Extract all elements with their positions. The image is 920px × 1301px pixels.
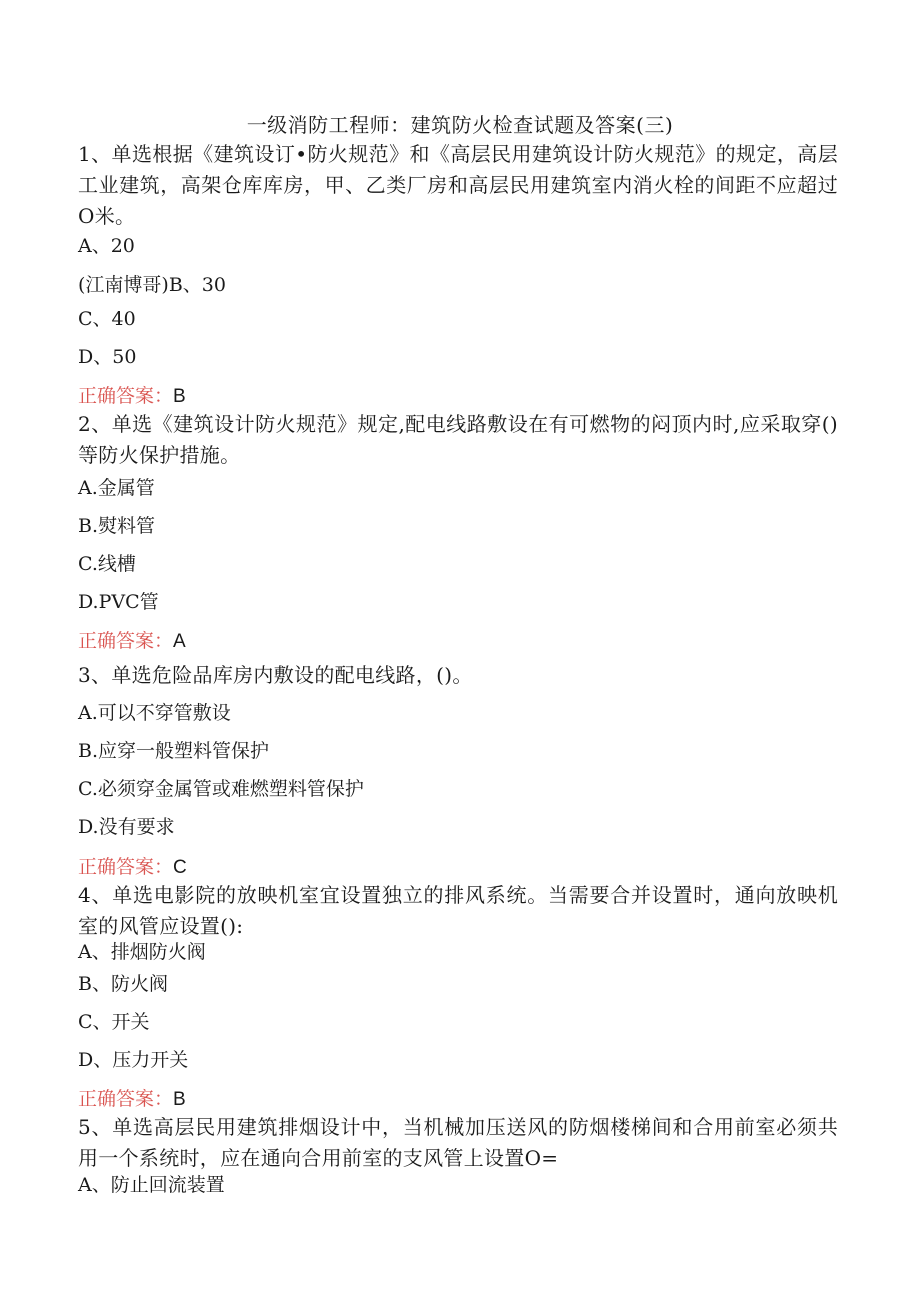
question-1-option-c: C、40 (78, 308, 136, 330)
question-1-answer (78, 382, 186, 411)
question-4-option-a: A、排烟防火阀 (78, 941, 206, 963)
answer-value: C (173, 857, 187, 878)
question-4-option-c: C、开关 (78, 1011, 150, 1033)
question-1-option-d: D、50 (78, 346, 137, 368)
question-5-text: 5、单选高层民用建筑排烟设计中，当机械加压送风的防烟楼梯间和合用前室必须共用一个系统时，应在通向合用前室的支风管上设置O= (78, 1115, 838, 1170)
question-1-option-a: A、20 (78, 235, 135, 257)
question-2-option-b: B.熨料管 (78, 515, 156, 537)
question-3-option-d: D.没有要求 (78, 816, 175, 838)
question-2-option-a: A.金属管 (78, 477, 155, 499)
answer-label: 正确答案： (78, 856, 174, 878)
answer-value: A (173, 631, 186, 652)
question-3-text: 3、单选危险品库房内敷设的配电线路，()。 (78, 663, 473, 687)
answer-label: 正确答案： (78, 1088, 174, 1110)
question-2-option-c: C.线槽 (78, 553, 136, 575)
question-4-text: 4、单选电影院的放映机室宜设置独立的排风系统。当需要合并设置时，通向放映机室的风管应设置(): (78, 883, 838, 938)
answer-label: 正确答案： (78, 385, 174, 407)
document-title: 一级消防工程师：建筑防火检查试题及答案(三) (246, 113, 674, 137)
answer-value: B (173, 1089, 186, 1110)
question-4-option-b: B、防火阀 (78, 973, 168, 995)
question-2-option-d: D.PVC管 (78, 591, 159, 613)
question-5-option-a: A、防止回流装置 (78, 1174, 225, 1196)
question-2-answer (78, 627, 186, 656)
question-3-option-b: B.应穿一般塑料管保护 (78, 740, 270, 762)
answer-label: 正确答案： (78, 630, 174, 652)
question-2-text: 2、单选《建筑设计防火规范》规定,配电线路敷设在有可燃物的闷顶内时,应采取穿()等防火保护措施。 (78, 412, 838, 467)
answer-value: B (173, 386, 186, 407)
question-4-option-d: D、压力开关 (78, 1049, 189, 1071)
question-4-answer (78, 1085, 186, 1114)
question-1-text: 1、单选根据《建筑设订•防火规范》和《高层民用建筑设计防火规范》的规定，高层工业建筑，高架仓库库房，甲、乙类厂房和高层民用建筑室内消火栓的间距不应超过O米。 (78, 142, 838, 228)
question-3-option-a: A.可以不穿管敷设 (78, 702, 231, 724)
question-1-option-b: (江南博哥)B、30 (78, 274, 226, 296)
question-3-answer (78, 853, 187, 882)
question-3-option-c: C.必须穿金属管或难燃塑料管保护 (78, 778, 364, 800)
